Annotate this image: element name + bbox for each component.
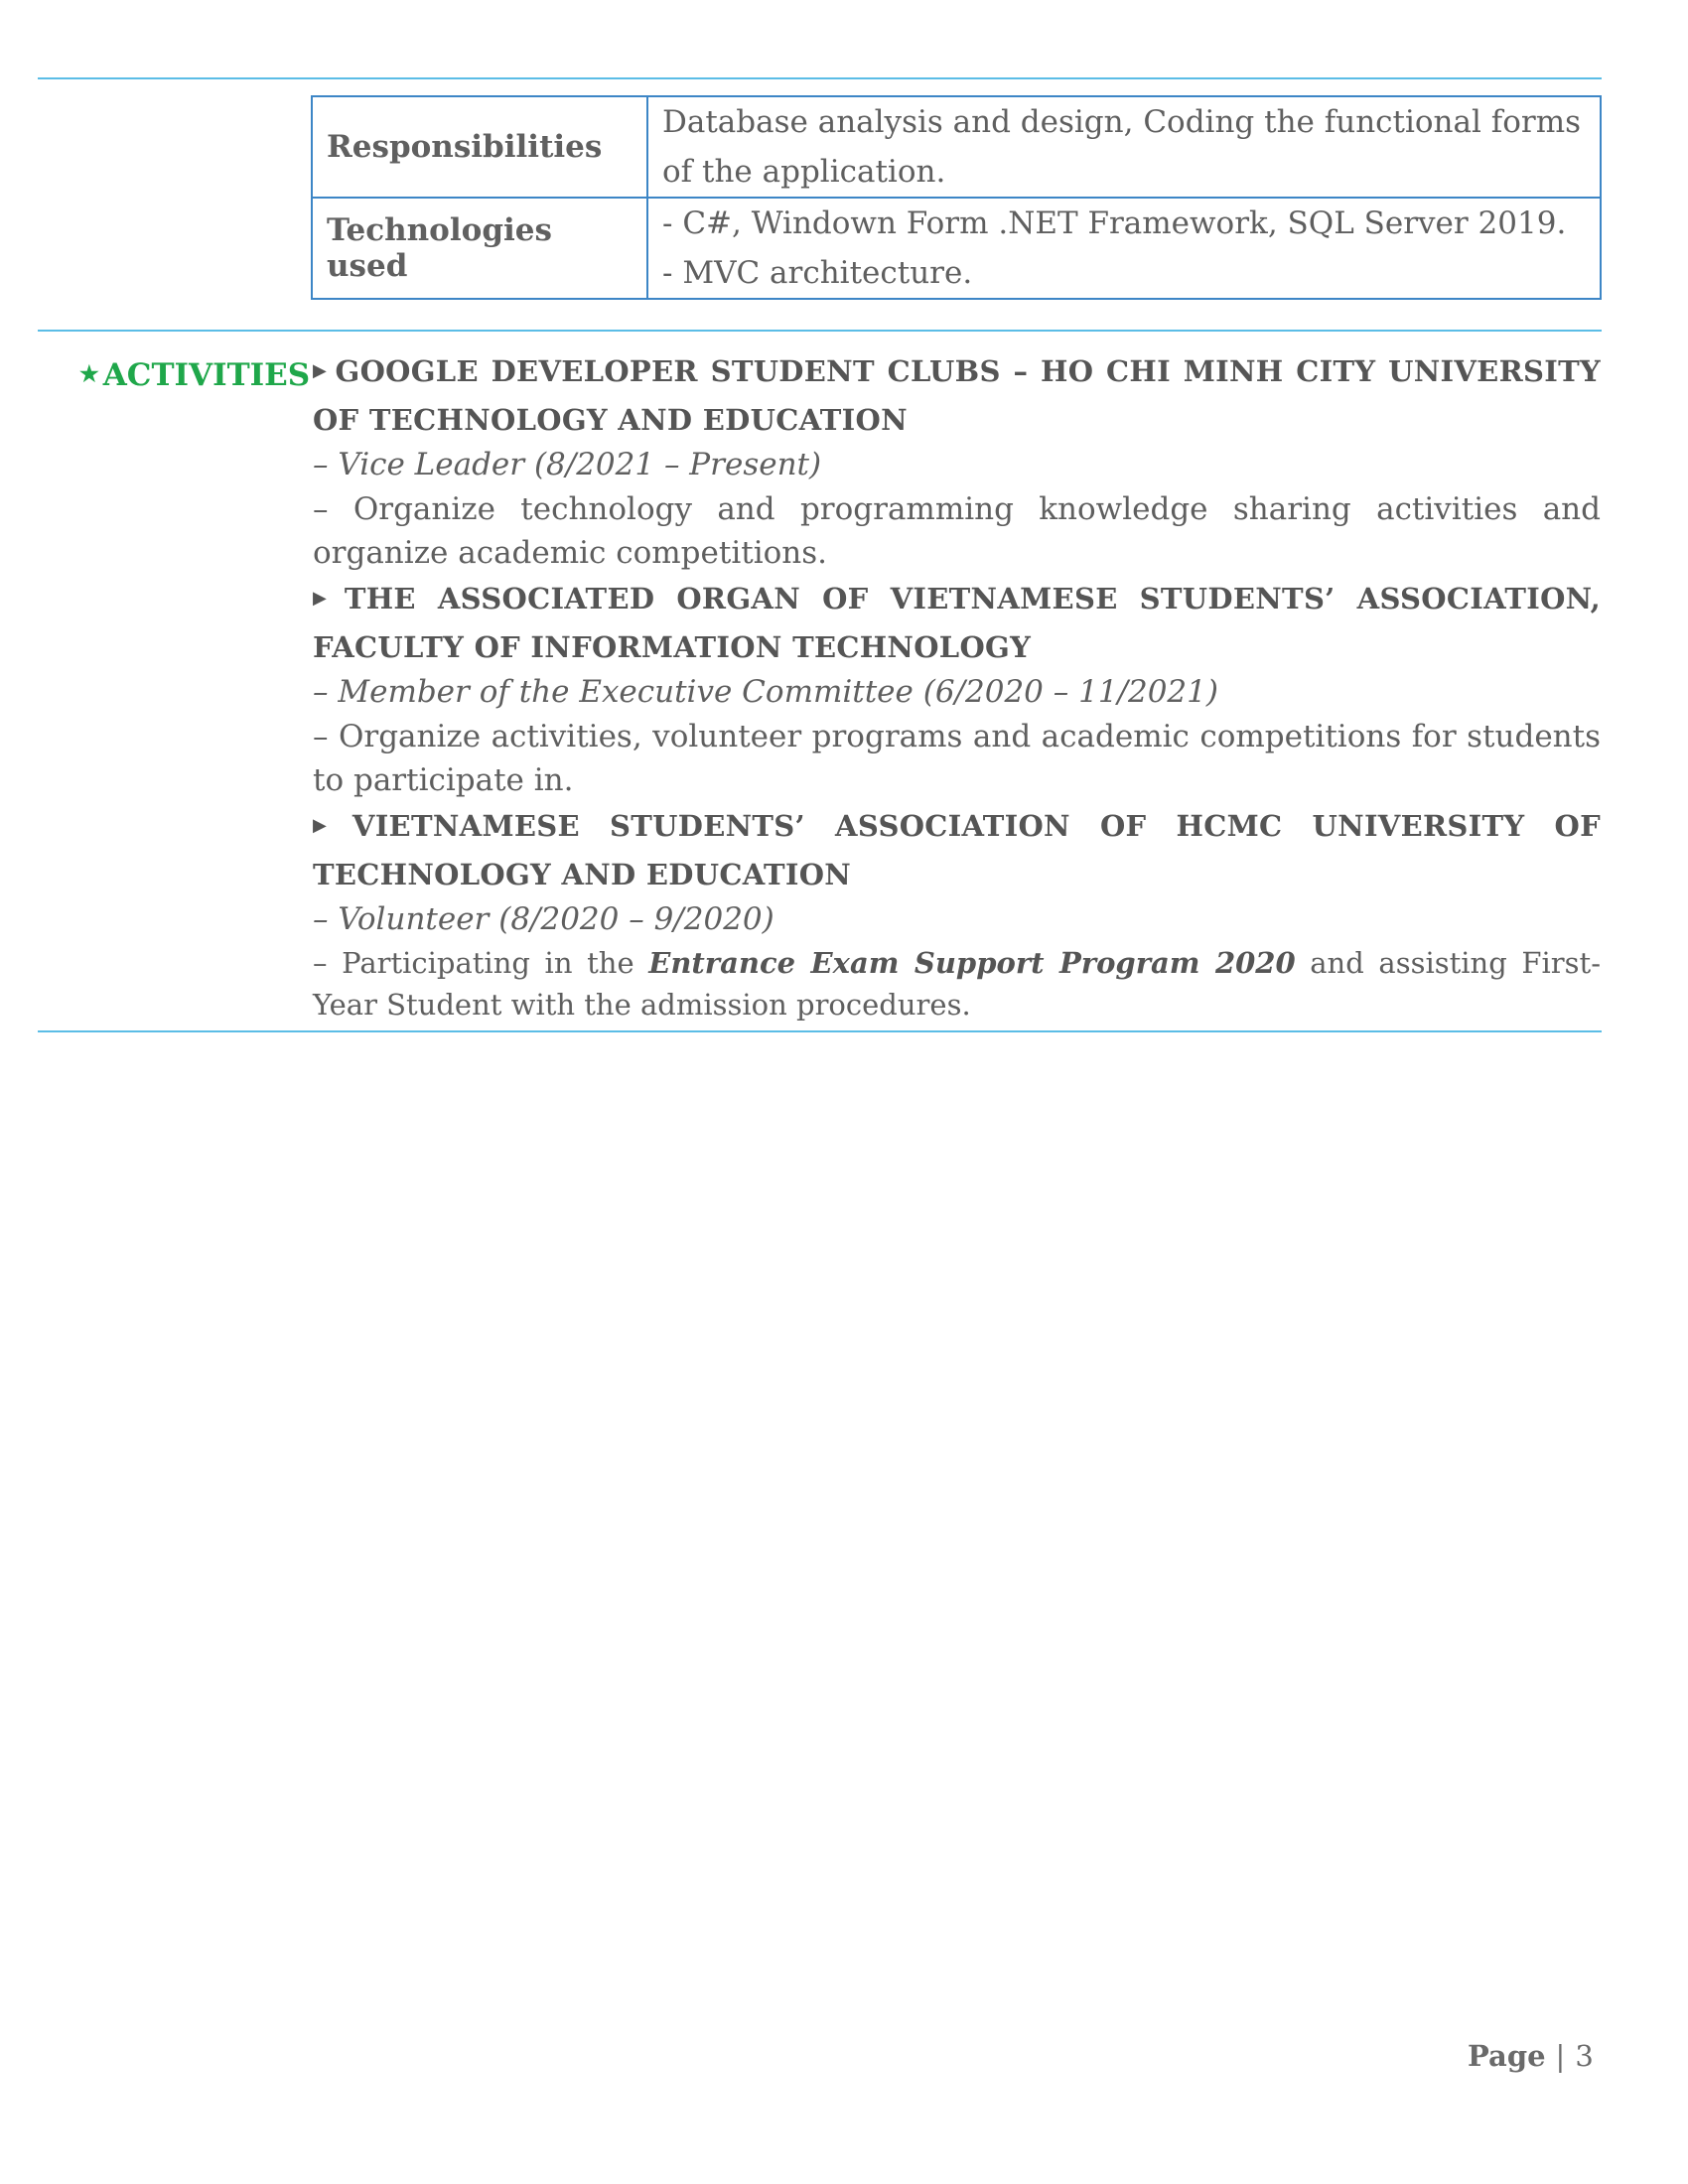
page-word: Page [1468,2039,1546,2073]
table-row [312,198,1601,299]
activity-organization [313,349,1601,442]
activity-item [313,577,1601,802]
activity-role: – Volunteer (8/2020 – 9/2020) [313,901,774,937]
page-number: 3 [1575,2039,1594,2073]
activity-role: – Member of the Executive Committee (6/2020 – 11/2021) [313,674,1218,710]
technologies-line: - C#, Windown Form .NET Framework, SQL Server 2019. [662,205,1567,241]
activity-role: – Vice Leader (8/2021 – Present) [313,447,822,482]
description-prefix: – Participating in the [313,946,649,980]
activity-description: – Organize activities, volunteer programs and academic competitions for students to participate in. [313,719,1601,798]
technologies-value [647,198,1601,299]
technologies-line: - MVC architecture. [662,255,973,291]
organization-text: VIETNAMESE STUDENTS’ ASSOCIATION OF HCMC UNIVERSITY OF TECHNOLOGY AND EDUCATION [313,809,1601,891]
activity-organization [313,804,1601,896]
description-suffix: and assisting First-Year Student with the admission procedures. [313,946,1601,1022]
project-details-table [311,95,1602,300]
triangle-bullet-icon: ▶ [313,588,339,609]
organization-text: GOOGLE DEVELOPER STUDENT CLUBS – HO CHI MINH CITY UNIVERSITY OF TECHNOLOGY AND EDUCATION [313,354,1601,437]
triangle-bullet-icon: ▶ [313,815,347,836]
activities-heading-text: ACTIVITIES [102,357,311,393]
star-icon: ★ [79,361,99,387]
technologies-label: Technologies used [312,198,647,299]
responsibilities-label: Responsibilities [312,96,647,198]
activities-list [313,349,1601,1027]
activity-description [313,942,1601,1025]
activities-heading [79,357,310,393]
page-footer [1468,2039,1594,2073]
responsibilities-value: Database analysis and design, Coding the functional forms of the application. [647,96,1601,198]
top-divider [38,77,1602,79]
organization-text: THE ASSOCIATED ORGAN OF VIETNAMESE STUDENTS’ ASSOCIATION, FACULTY OF INFORMATION TECHNOLOGY [313,582,1601,664]
activity-organization [313,577,1601,669]
activities-top-divider [38,330,1602,332]
activity-item [313,349,1601,575]
activities-bottom-divider [38,1030,1602,1032]
table-row [312,96,1601,198]
triangle-bullet-icon: ▶ [313,360,330,381]
page-separator: | [1555,2039,1566,2073]
program-name-emphasis: Entrance Exam Support Program 2020 [648,946,1296,980]
activity-description: – Organize technology and programming knowledge sharing activities and organize academic competitions. [313,491,1601,571]
activity-item [313,804,1601,1025]
